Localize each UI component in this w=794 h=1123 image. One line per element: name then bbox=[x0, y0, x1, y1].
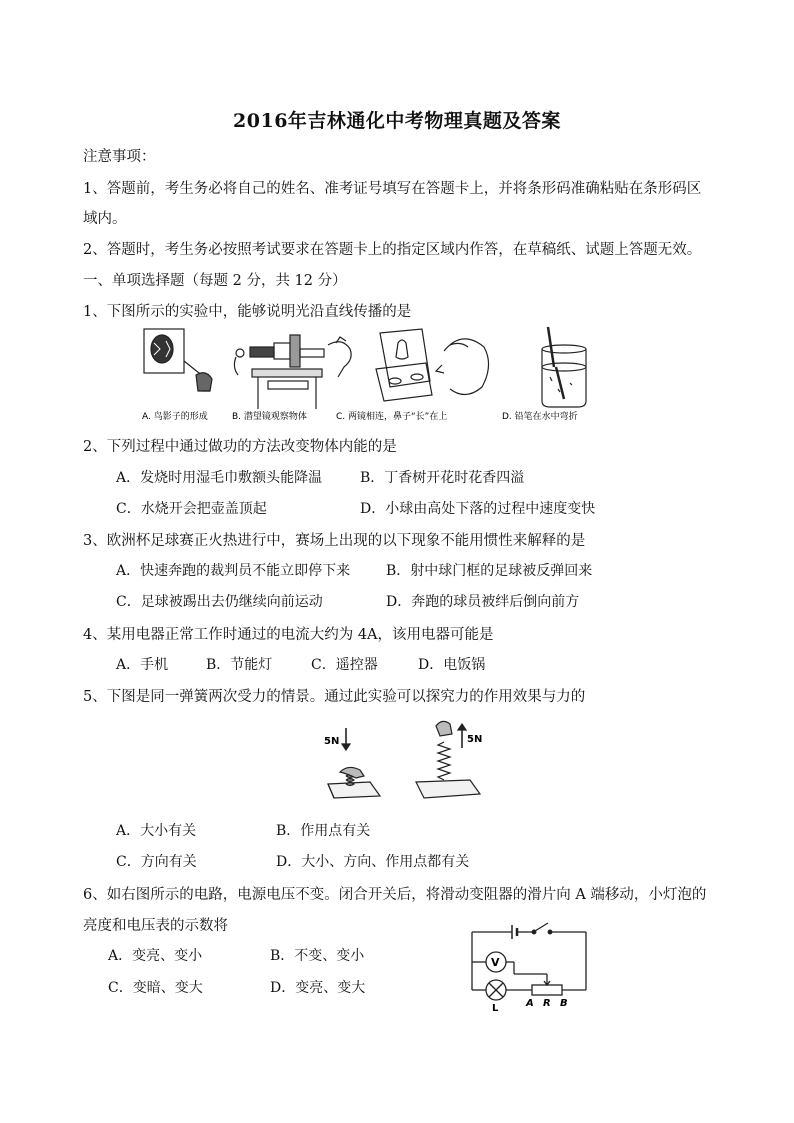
q1-caption-c: C. 两镜相连，鼻子“长”在上 bbox=[336, 412, 448, 422]
q6-label-a: A bbox=[526, 998, 534, 1009]
q5-force-label-right: 5N bbox=[467, 734, 483, 745]
q5-option-c: C．方向有关 bbox=[116, 854, 197, 870]
section-heading: 一、单项选择题（每题 2 分，共 12 分） bbox=[83, 273, 347, 289]
q2-option-c: C．水烧开会把壶盖顶起 bbox=[116, 501, 267, 517]
q2-option-b: B．丁香树开花时花香四溢 bbox=[360, 470, 525, 486]
q4-option-d: D．电饭锅 bbox=[418, 657, 486, 673]
q5-stretched-spring bbox=[416, 721, 483, 798]
q1-figure-a-bird-shadow bbox=[144, 329, 212, 391]
notice-item-2: 2、答题时，考生务必按照考试要求在答题卡上的指定区域内作答，在草稿纸、试题上答题无效。 bbox=[83, 242, 702, 258]
q4-stem: 4、某用电器正常工作时通过的电流大约为 4A，该用电器可能是 bbox=[83, 627, 494, 643]
q3-option-b: B．射中球门框的足球被反弹回来 bbox=[386, 563, 593, 579]
lamp-icon bbox=[486, 980, 506, 1000]
q5-stem: 5、下图是同一弹簧两次受力的情景。通过此实验可以探究力的作用效果与力的 bbox=[83, 689, 586, 705]
q1-caption-d: D. 铅笔在水中弯折 bbox=[502, 412, 578, 422]
q2-option-d: D．小球由高处下落的过程中速度变快 bbox=[360, 501, 596, 517]
q4-option-c: C．遥控器 bbox=[311, 657, 378, 673]
q5-option-d: D．大小、方向、作用点都有关 bbox=[276, 854, 470, 870]
q6-label-voltmeter: V bbox=[491, 956, 500, 969]
q1-figure-c-mirrors bbox=[376, 329, 489, 401]
q3-option-c: C．足球被踢出去仍继续向前运动 bbox=[116, 594, 323, 610]
q1-figure-d-pencil-water bbox=[542, 327, 586, 407]
q5-force-label-left: 5N bbox=[324, 736, 340, 747]
q6-option-b: B．不变、变小 bbox=[270, 948, 365, 964]
q3-option-a: A．快速奔跑的裁判员不能立即停下来 bbox=[116, 563, 351, 579]
q6-option-c: C．变暗、变大 bbox=[108, 980, 203, 996]
q1-figure-b-periscope bbox=[234, 335, 351, 409]
q2-stem: 2、下列过程中通过做功的方法改变物体内能的是 bbox=[83, 439, 397, 455]
q5-option-b: B．作用点有关 bbox=[276, 823, 371, 839]
q5-option-a: A．大小有关 bbox=[116, 823, 197, 839]
q1-stem: 1、下图所示的实验中，能够说明光沿直线传播的是 bbox=[83, 304, 412, 320]
notice-item-1-line-2: 域内。 bbox=[83, 211, 127, 227]
q3-option-d: D．奔跑的球员被绊后倒向前方 bbox=[386, 594, 580, 610]
q4-option-a: A．手机 bbox=[116, 657, 169, 673]
q6-stem-line-1: 6、如右图所示的电路，电源电压不变。闭合开关后，将滑动变阻器的滑片向 A 端移动，小灯泡的 bbox=[83, 887, 707, 903]
q6-label-b: B bbox=[560, 998, 568, 1009]
q4-option-b: B．节能灯 bbox=[206, 657, 273, 673]
q6-circuit-diagram bbox=[460, 918, 600, 1013]
q6-label-lamp: L bbox=[492, 1003, 499, 1013]
q5-figure bbox=[320, 718, 490, 806]
q2-option-a: A．发烧时用湿毛巾敷额头能降温 bbox=[116, 470, 323, 486]
page-title: 2016年吉林通化中考物理真题及答案 bbox=[233, 110, 561, 132]
q3-stem: 3、欧洲杯足球赛正火热进行中，赛场上出现的以下现象不能用惯性来解释的是 bbox=[83, 533, 586, 549]
notice-heading: 注意事项： bbox=[83, 149, 156, 165]
q6-option-d: D．变亮、变大 bbox=[270, 980, 366, 996]
q6-option-a: A．变亮、变小 bbox=[108, 948, 203, 964]
q6-stem-line-2: 亮度和电压表的示数将 bbox=[83, 918, 228, 934]
q1-figure bbox=[140, 325, 615, 425]
notice-item-1-line-1: 1、答题前，考生务必将自己的姓名、准考证号填写在答题卡上，并将条形码准确粘贴在条形码区 bbox=[83, 181, 702, 197]
q1-caption-a: A. 鸟影子的形成 bbox=[142, 412, 208, 422]
q1-caption-b: B. 潜望镜观察物体 bbox=[232, 412, 307, 422]
q6-label-r: R bbox=[543, 998, 551, 1009]
